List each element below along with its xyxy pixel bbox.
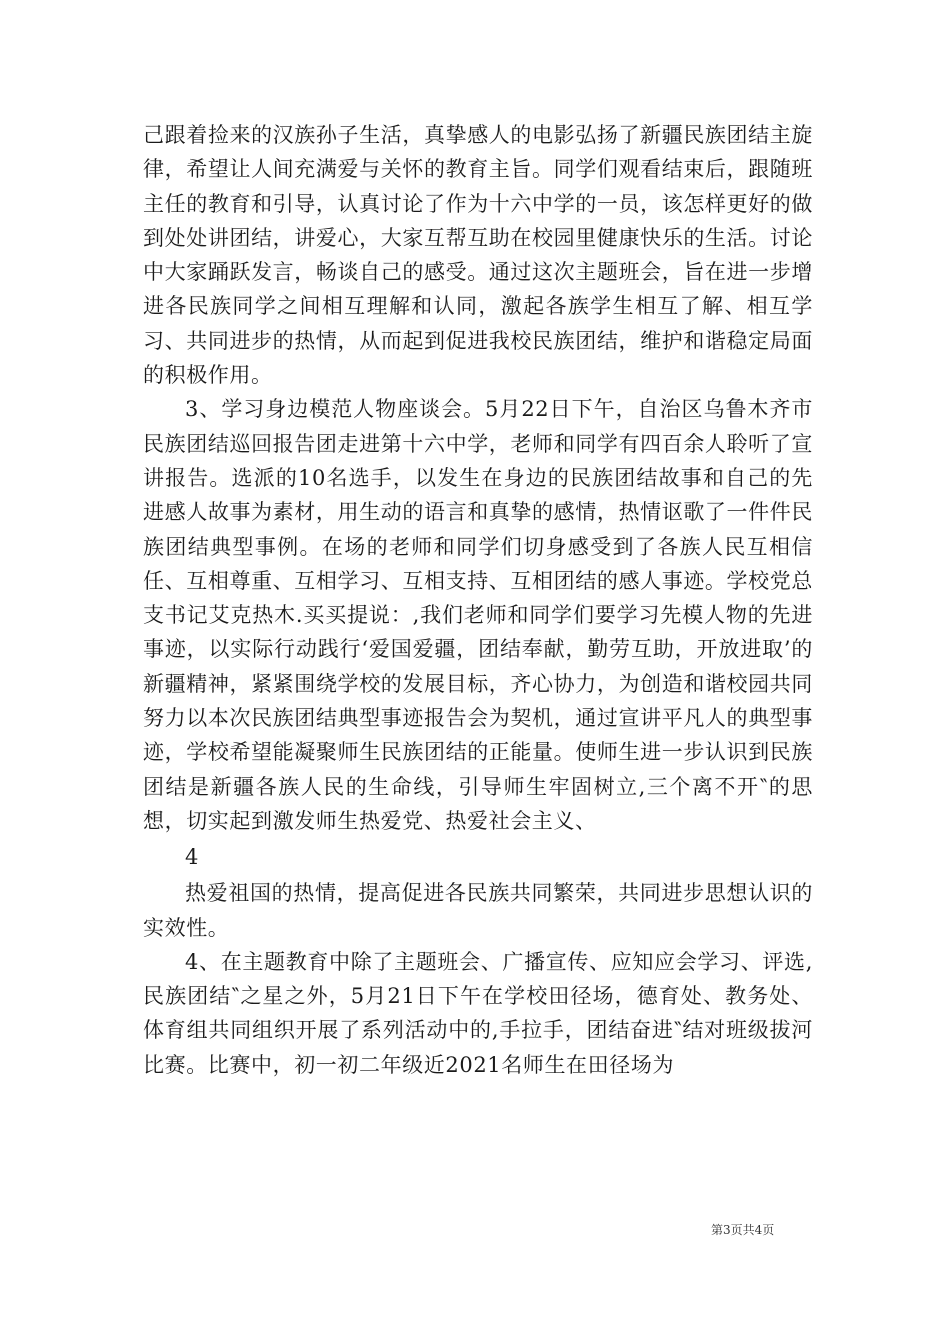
page-footer: 第3页共4页 xyxy=(711,1223,775,1237)
inline-page-number: 4 xyxy=(185,845,199,870)
paragraph-patriotism: 热爱祖国的热情，提高促进各民族共同繁荣，共同进步思想认识的实效性。 xyxy=(143,881,813,940)
paragraph-tug-of-war: 4、在主题教育中除了主题班会、广播宣传、应知应会学习、评选,民族团结‶之星之外，5月21日下午在学校田径场，德育处、教务处、体育组共同组织开展了系列活动中的,手拉手，团结奋进‶结对班级拔河比赛。比赛中，初一初二年级近2021名师生在田径场为 xyxy=(143,949,813,1077)
document-body xyxy=(143,118,813,1082)
paragraph-role-model-forum: 3、学习身边模范人物座谈会。5月22日下午，自治区乌鲁木齐市民族团结巡回报告团走进第十六中学，老师和同学有四百余人聆听了宣讲报告。选派的10名选手，以发生在身边的民族团结故事和自己的先进感人故事为素材，用生动的语言和真挚的感情，热情讴歌了一件件民族团结典型事例。在场的老师和同学们切身感受到了各族人民互相信任、互相尊重、互相学习、互相支持、互相团结的感人事迹。学校党总支书记艾克热木.买买提说：,我们老师和同学们要学习先模人物的先进事迹，以实际行动践行‘爱国爱疆，团结奉献，勤劳互助，开放进取’的新疆精神，紧紧围绕学校的发展目标，齐心协力，为创造和谐校园共同努力以本次民族团结典型事迹报告会为契机，通过宣讲平凡人的典型事迹，学校希望能凝聚师生民族团结的正能量。使师生进一步认识到民族团结是新疆各族人民的生命线，引导师生牢固树立,三个离不开‶的思想，切实起到激发师生热爱党、热爱社会主义、 xyxy=(143,397,813,833)
paragraph-film-discussion: 己跟着捡来的汉族孙子生活，真挚感人的电影弘扬了新疆民族团结主旋律，希望让人间充满爱与关怀的教育主旨。同学们观看结束后，跟随班主任的教育和引导，认真讨论了作为十六中学的一员，该怎样更好的做到处处讲团结，讲爱心，大家互帮互助在校园里健康快乐的生活。讨论中大家踊跃发言，畅谈自己的感受。通过这次主题班会，旨在进一步增进各民族同学之间相互理解和认同，激起各族学生相互了解、相互学习、共同进步的热情，从而起到促进我校民族团结，维护和谐稳定局面的积极作用。 xyxy=(143,123,813,388)
